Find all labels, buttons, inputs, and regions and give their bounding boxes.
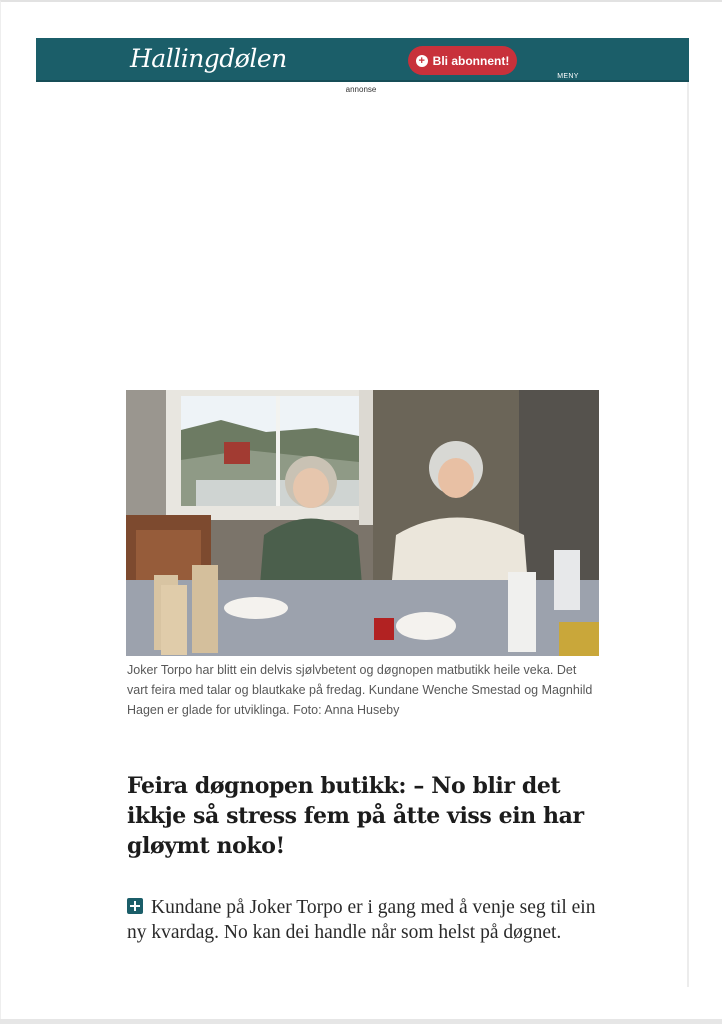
page-edge xyxy=(687,82,689,987)
ad-label: annonse xyxy=(345,85,377,94)
site-logo[interactable]: Hallingdølen xyxy=(130,44,287,73)
subscribe-label: Bli abonnent! xyxy=(432,53,510,68)
site-header xyxy=(36,38,689,82)
menu-button[interactable] xyxy=(550,52,586,82)
plus-subscriber-icon xyxy=(127,898,143,914)
page-bottom-edge xyxy=(0,1019,722,1024)
article-lead xyxy=(127,895,597,945)
article-headline: Feira døgnopen butikk: – No blir det ikkje så stress fem på åtte viss ein har gløymt noko! xyxy=(127,773,584,859)
article-photo[interactable] xyxy=(126,390,599,656)
menu-label: MENY xyxy=(557,73,579,80)
article-lead-text: Kundane på Joker Torpo er i gang med å venje seg til ein ny kvardag. No kan dei handle når som helst på døgnet. xyxy=(127,897,596,943)
plus-circle-icon: + xyxy=(416,55,428,67)
photo-caption: Joker Torpo har blitt ein delvis sjølvbetent og døgnopen matbutikk heile veka. Det vart feira med talar og blautkake på fredag. Kundane Wenche Smestad og Magnhild Hagen er glade for utviklinga. Foto: Anna Huseby xyxy=(127,663,593,717)
subscribe-button[interactable] xyxy=(408,46,517,75)
